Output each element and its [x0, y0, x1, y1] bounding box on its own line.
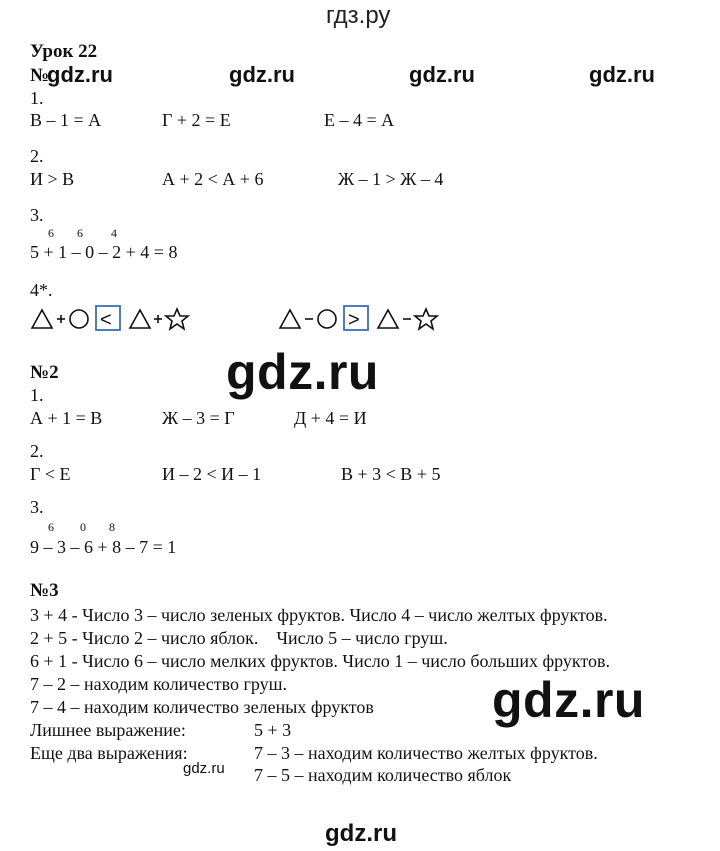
s1-item1-eq3: Е – 4 = А	[324, 110, 395, 130]
s1-item1-label: 1.	[30, 88, 44, 108]
s1-item3-sup1: 6	[48, 226, 54, 240]
s1-item2-eq2: А + 2 < А + 6	[162, 169, 264, 189]
s2-item3-sup2: 0	[80, 520, 86, 534]
s3-line4-text: – находим количество груш.	[70, 674, 288, 694]
star-icon	[415, 309, 437, 329]
s3-line5	[30, 697, 374, 717]
compare-sign-right: >	[348, 309, 360, 331]
watermark-header-1: gdz.ru	[47, 62, 113, 87]
s3-line1-text: - Число 3 – число зеленых фруктов. Число 4 – число желтых фруктов.	[71, 605, 608, 625]
s3-line5-text: – находим количество зеленых фруктов	[70, 697, 374, 717]
watermark-small-inline: gdz.ru	[183, 760, 225, 777]
s2-item3-label: 3.	[30, 497, 44, 517]
watermark-header-3: gdz.ru	[409, 62, 475, 87]
compare-sign-left: <	[100, 309, 112, 331]
s1-item4-label: 4*.	[30, 280, 53, 300]
site-watermark-top: гдз.ру	[326, 2, 391, 29]
watermark-bottom: gdz.ru	[325, 820, 397, 847]
s3-line3-expr: 6 + 1	[30, 651, 68, 671]
s2-item3-sup1: 6	[48, 520, 54, 534]
lesson-title: Урок 22	[30, 41, 98, 62]
s2-item2-eq3: В + 3 < В + 5	[341, 464, 441, 484]
s3-two-more-2: 7 – 5 – находим количество яблок	[254, 765, 512, 785]
s3-line2-text: - Число 2 – число яблок. Число 5 – число груш.	[71, 628, 448, 648]
s2-item2-eq1: Г < Е	[30, 464, 71, 484]
s1-item3-eq: 5 + 1 – 0 – 2 + 4 = 8	[30, 242, 178, 262]
s3-extra-label: Лишнее выражение:	[30, 720, 186, 740]
watermark-header-2: gdz.ru	[229, 62, 295, 87]
s1-item2-eq3: Ж – 1 > Ж – 4	[338, 169, 444, 189]
s1-item1-eq1: В – 1 = А	[30, 110, 102, 130]
circle-icon	[318, 310, 336, 328]
s1-item2-eq1: И > В	[30, 169, 75, 189]
s2-item1-eq3: Д + 4 = И	[294, 408, 367, 428]
section3-title: №3	[30, 580, 59, 601]
shape-comparison-row	[30, 304, 460, 336]
s3-line3-text: - Число 6 – число мелких фруктов. Число 1 – число больших фруктов.	[71, 651, 611, 671]
triangle-icon	[378, 310, 398, 328]
s2-item3-sup3: 8	[109, 520, 115, 534]
s1-item3-label: 3.	[30, 205, 44, 225]
s1-item2-label: 2.	[30, 146, 44, 166]
s3-two-more-label: Еще два выражения:	[30, 743, 188, 763]
s2-item3-eq: 9 – 3 – 6 + 8 – 7 = 1	[30, 537, 177, 557]
circle-icon	[70, 310, 88, 328]
watermark-big-right: gdz.ru	[492, 672, 645, 728]
section2-title: №2	[30, 362, 59, 383]
s1-item1-eq2: Г + 2 = Е	[162, 110, 231, 130]
section1-num-prefix: №	[30, 65, 50, 86]
s2-item1-eq2: Ж – 3 = Г	[162, 408, 235, 428]
watermark-header-4: gdz.ru	[589, 62, 655, 87]
s2-item1-eq1: А + 1 = В	[30, 408, 103, 428]
star-icon	[166, 309, 188, 329]
s3-line2	[30, 628, 448, 648]
triangle-icon	[130, 310, 150, 328]
watermark-big-middle: gdz.ru	[226, 344, 379, 400]
s3-line4-expr: 7 – 2	[30, 674, 66, 694]
s2-item2-eq2: И – 2 < И – 1	[162, 464, 262, 484]
s1-item3-sup2: 6	[77, 226, 83, 240]
s3-line1-expr: 3 + 4	[30, 605, 68, 625]
s3-extra-value: 5 + 3	[254, 720, 292, 740]
s3-two-more-1: 7 – 3 – находим количество желтых фруктов.	[254, 743, 598, 763]
s3-line2-expr: 2 + 5	[30, 628, 68, 648]
s3-line3	[30, 651, 610, 671]
s2-item2-label: 2.	[30, 441, 44, 461]
s3-line1	[30, 605, 608, 625]
s1-item3-sup3: 4	[111, 226, 117, 240]
triangle-icon	[280, 310, 300, 328]
triangle-icon	[32, 310, 52, 328]
s3-line4	[30, 674, 287, 694]
s3-line5-expr: 7 – 4	[30, 697, 66, 717]
s2-item1-label: 1.	[30, 385, 44, 405]
